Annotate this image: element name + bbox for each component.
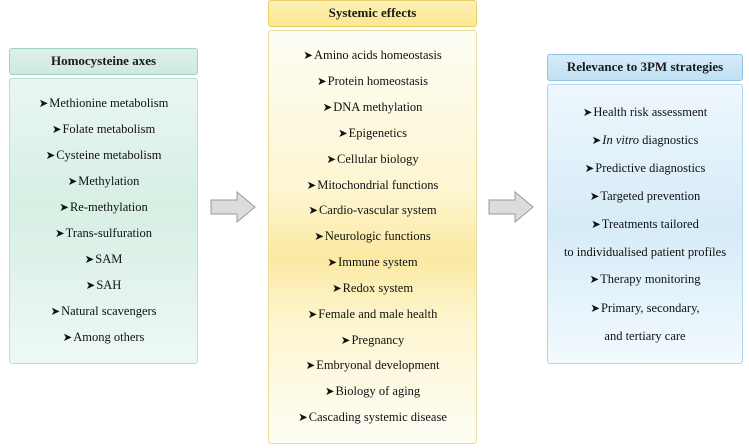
relevance-3pm-title: Relevance to 3PM strategies: [547, 54, 743, 81]
arrow-left-to-middle: [210, 190, 256, 224]
list-item: ➤Predictive diagnostics: [584, 160, 706, 175]
list-item-continuation: to individualised patient profiles: [563, 245, 727, 260]
list-item-continuation: and tertiary care: [604, 328, 686, 343]
relevance-3pm-column: [547, 54, 743, 364]
list-item: ➤Folate metabolism: [51, 122, 156, 137]
list-item: ➤Therapy monitoring: [589, 272, 701, 287]
bullet-arrow-icon: ➤: [324, 386, 335, 399]
systemic-effects-column: [268, 0, 477, 444]
list-item: ➤SAH: [85, 278, 122, 293]
bullet-arrow-icon: ➤: [582, 106, 593, 119]
bullet-arrow-icon: ➤: [307, 308, 318, 321]
list-item: ➤Pregnancy: [340, 332, 405, 347]
list-item: ➤Primary, secondary,: [590, 300, 700, 315]
arrow-middle-to-right: [488, 190, 534, 224]
list-item: ➤SAM: [84, 252, 123, 267]
list-item: ➤Among others: [62, 329, 145, 344]
list-item: ➤Re-methylation: [59, 200, 148, 215]
list-item: ➤Cysteine metabolism: [45, 148, 162, 163]
bullet-arrow-icon: ➤: [50, 306, 61, 319]
list-item: ➤Treatments tailored: [591, 217, 699, 232]
bullet-arrow-icon: ➤: [305, 360, 316, 373]
list-item: ➤Methionine metabolism: [38, 96, 169, 111]
list-item: ➤Immune system: [327, 255, 418, 270]
bullet-arrow-icon: ➤: [338, 127, 348, 140]
systemic-effects-title: Systemic effects: [268, 0, 477, 27]
list-item: ➤Methylation: [67, 174, 140, 189]
list-item: ➤Cellular biology: [326, 151, 419, 166]
bullet-arrow-icon: ➤: [589, 274, 600, 287]
list-item: ➤Protein homeostasis: [317, 74, 428, 89]
bullet-arrow-icon: ➤: [326, 153, 337, 166]
list-item: ➤Female and male health: [307, 306, 438, 321]
homocysteine-axes-column: [9, 48, 198, 364]
list-item: ➤Embryonal development: [305, 358, 440, 373]
bullet-arrow-icon: ➤: [340, 334, 351, 347]
relevance-3pm-list: [547, 84, 743, 364]
list-item: ➤DNA methylation: [322, 99, 423, 114]
bullet-arrow-icon: ➤: [303, 50, 313, 63]
bullet-arrow-icon: ➤: [84, 254, 95, 267]
bullet-arrow-icon: ➤: [322, 101, 333, 114]
bullet-arrow-icon: ➤: [584, 162, 595, 175]
bullet-arrow-icon: ➤: [59, 202, 69, 215]
bullet-arrow-icon: ➤: [589, 191, 600, 203]
bullet-arrow-icon: ➤: [331, 282, 342, 295]
list-item: ➤Neurologic functions: [314, 229, 431, 244]
bullet-arrow-icon: ➤: [85, 280, 96, 293]
bullet-arrow-icon: ➤: [327, 257, 338, 270]
bullet-arrow-icon: ➤: [67, 176, 78, 189]
bullet-arrow-icon: ➤: [590, 302, 600, 315]
bullet-arrow-icon: ➤: [45, 150, 56, 163]
list-item: ➤Epigenetics: [338, 125, 407, 140]
bullet-arrow-icon: ➤: [591, 219, 601, 232]
list-item: ➤Mitochondrial functions: [306, 177, 439, 192]
homocysteine-axes-title: Homocysteine axes: [9, 48, 198, 75]
list-item: ➤Cascading systemic disease: [298, 410, 447, 425]
list-item: ➤Cardio-vascular system: [308, 203, 437, 218]
bullet-arrow-icon: ➤: [38, 98, 49, 111]
bullet-arrow-icon: ➤: [62, 331, 73, 344]
bullet-arrow-icon: ➤: [306, 179, 317, 192]
in-vitro-italic: In vitro: [602, 132, 639, 147]
list-item: ➤Biology of aging: [324, 384, 421, 399]
bullet-arrow-icon: ➤: [298, 412, 308, 425]
list-item: ➤Targeted prevention: [589, 189, 701, 203]
list-item: ➤In vitro diagnostics: [591, 132, 699, 147]
list-item: ➤Redox system: [331, 280, 414, 295]
list-item: ➤Natural scavengers: [50, 304, 157, 319]
systemic-effects-list: [268, 30, 477, 444]
bullet-arrow-icon: ➤: [55, 228, 65, 241]
bullet-arrow-icon: ➤: [308, 205, 318, 218]
list-item: ➤Trans-sulfuration: [55, 226, 152, 241]
homocysteine-axes-list: [9, 78, 198, 364]
list-item: ➤Amino acids homeostasis: [303, 48, 442, 63]
list-item: ➤Health risk assessment: [582, 104, 708, 119]
bullet-arrow-icon: ➤: [51, 124, 62, 137]
bullet-arrow-icon: ➤: [314, 231, 324, 244]
bullet-arrow-icon: ➤: [591, 134, 602, 147]
bullet-arrow-icon: ➤: [317, 76, 327, 89]
